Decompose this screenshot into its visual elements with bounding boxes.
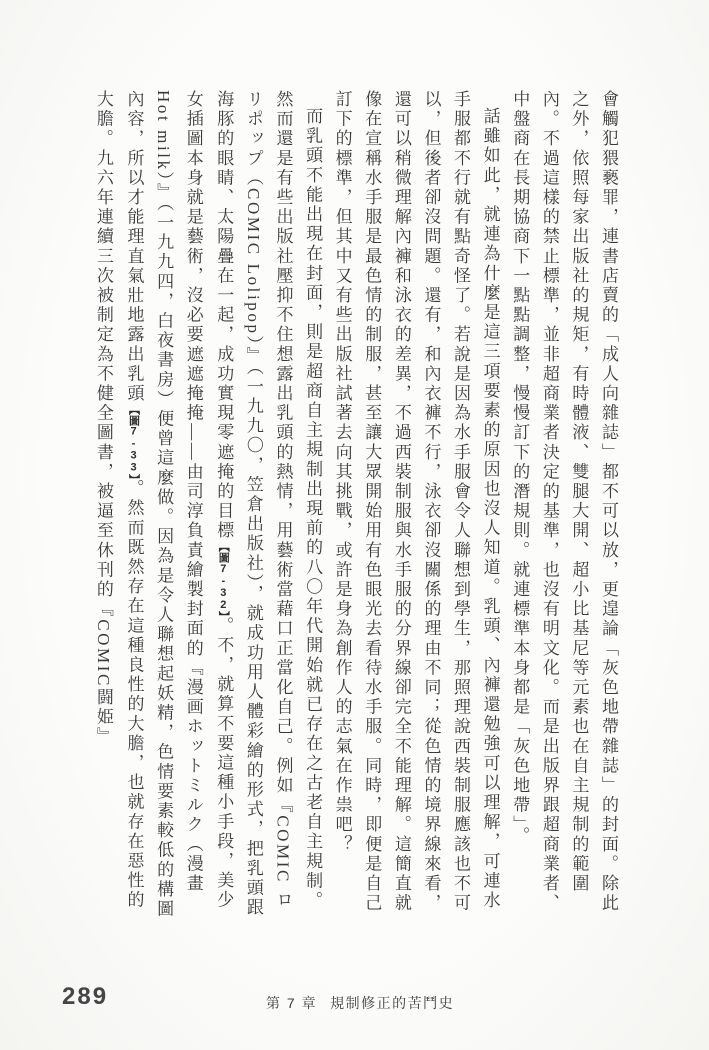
page-number: 289 [62, 983, 109, 1010]
paragraph: 話雖如此，就連為什麼是這三項要素的原因也沒人知道。乳頭、內褲還勉強可以理解，可連水手服都不行就有點奇怪了。若說是因為水手服會令人聯想到學生，那照理說西裝制服應該也不可以，但後者卻沒問題。還有，和內衣褲不行，泳衣卻沒關係的理由不同；從色情的境界線來看，還可以稍微理解內褲和泳衣的差異，不過西裝制服與水手服的分界線卻完全不能理解。這簡直就像在宣稱水手服是最色情的制服，甚至讓大眾開始用有色眼光去看待水手服。同時，即便是自己訂下的標準，但其中又有些出版社試著去向其挑戰，或許是身為創作人的志氣在作祟吧？ [332, 90, 500, 914]
chapter-title: 規制修正的苦鬥史 [330, 995, 455, 1011]
paragraph: 會觸犯猥褻罪，連書店賣的「成人向雜誌」都不可以放，更遑論「灰色地帶雜誌」的封面。除此之外，依照每家出版社的規矩，有時體液、雙腿大開、超小比基尼等元素也在自主規制的範圍內。不過這樣的禁止標準，並非超商業者決定的基準，也沒有明文化。而是出版界跟超商業者、中盤商在長期協商下一點點調整，慢慢訂下的潛規則。就連標準本身都是「灰色地帶」。 [510, 90, 618, 914]
chapter-label: 第 7 章 [266, 995, 318, 1011]
figure-reference: 【圖7-33】 [127, 403, 140, 480]
vertical-text-block [88, 90, 623, 923]
figure-reference: 【圖7-32】 [217, 540, 230, 617]
running-footer [266, 993, 454, 1013]
paragraph: 而乳頭不能出現在封面，則是超商自主規制出現前的八〇年代開始就已存在之古老自主規制。然而還是有些出版社壓抑不住想露出乳頭的熱情，用藝術當藉口正當化自己。例如『COMIC ロリポップ（COMIC Lolipop）』（一九九〇，笠倉出版社），就成功用人體彩繪的形式，把乳頭跟海豚的眼睛、太陽疊在一起，成功實現零遮掩的目標【圖7-32】。不，就算不要這種小手段，美少女插圖本身就是藝術，沒必要遮遮掩掩——由司淳負責繪製封面的『漫画ホットミルク（漫畫Hot milk）』（一九九四，白夜書房）便曾這麼做。因為是令人聯想起妖精，色情要素較低的構圖內容，所以才能理直氣壯地露出乳頭【圖7-33】。然而既然存在這種良性的大膽，也就存在惡性的大膽。九六年連續三次被制定為不健全圖書，被逼至休刊的『COMIC闘姫』 [93, 90, 323, 920]
